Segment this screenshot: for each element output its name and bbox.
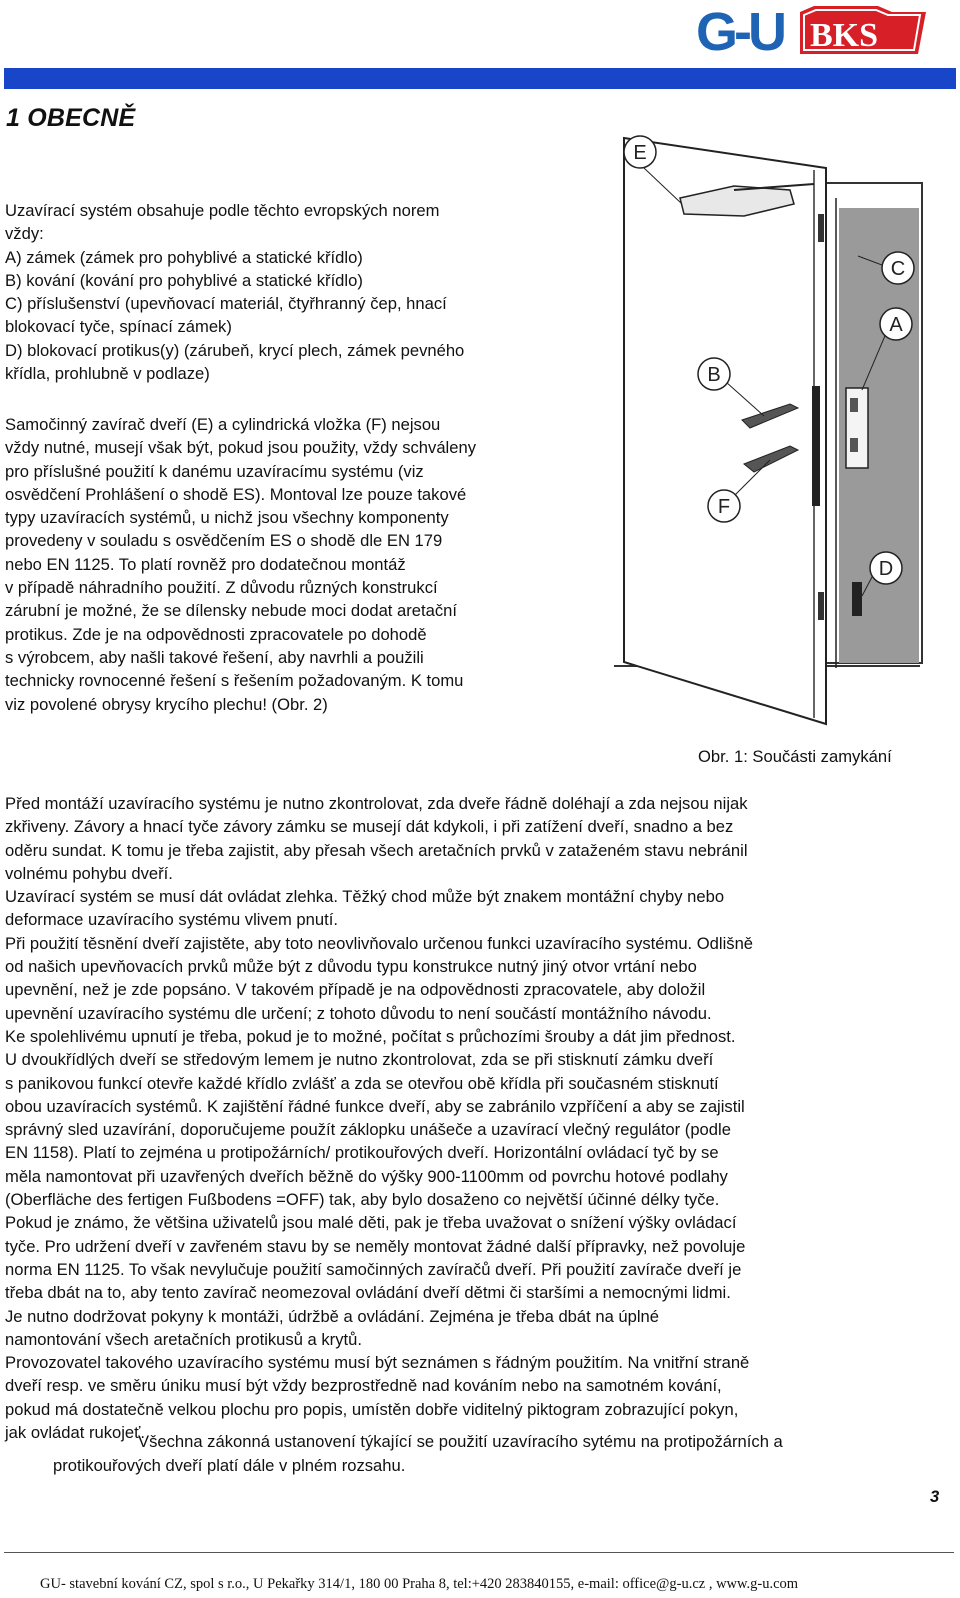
- text-line: pro příslušné použití k danému uzavíracímu systému (viz: [5, 461, 424, 481]
- text-line: A) zámek (zámek pro pohyblivé a statické křídlo): [5, 247, 363, 267]
- text-line: Při použití těsnění dveří zajistěte, aby toto neovlivňovalo určenou funkci uzavíracího systému. Odlišně: [5, 933, 754, 953]
- page-number: 3: [930, 1487, 940, 1506]
- text-line: zkřiveny. Závory a hnací tyče závory zámku se musejí dát kdykoli, i při zatížení dveří, snadno a bez: [5, 817, 734, 837]
- intro-paragraph: [5, 199, 464, 385]
- text-line: upevnění uzavíracího systému dle určení; z tohoto důvodu to není součástí montážního návodu.: [5, 1003, 712, 1023]
- figure-label-c: C: [890, 258, 906, 280]
- gu-bks-logo: [696, 2, 942, 58]
- figure-label-a: A: [889, 314, 903, 336]
- text-line: Před montáží uzavíracího systému je nutno zkontrolovat, zda dveře řádně doléhají a zda nejsou nijak: [5, 794, 748, 813]
- text-line: pokud má dostatečně velkou plochu pro popis, umístěn dobře viditelný piktogram zobrazující pokyn,: [5, 1399, 739, 1419]
- text-line: obou uzavíracích systémů. K zajištění řádné funkce dveří, aby se zabránilo vzpříčení a aby se zajistil: [5, 1096, 745, 1116]
- footer-contact: GU- stavební kování CZ, spol s r.o., U Pekařky 314/1, 180 00 Praha 8, tel:+420 283840155, e-mail: office@g-u.cz , www.g-u.com: [40, 1576, 799, 1592]
- door-leaf: [624, 138, 826, 724]
- text-line: protikus. Zde je na odpovědnosti zpracovatele po dohodě: [5, 624, 427, 644]
- text-line: technicky rovnocenné řešení s řešením požadovaným. K tomu: [5, 671, 464, 691]
- closing-line-1: Všechna zákonná ustanovení týkající se použití uzavíracího sytému na protipožárních a: [138, 1432, 783, 1451]
- figure-label-e: E: [633, 142, 647, 164]
- text-line: namontování všech aretačních protikusů a krytů.: [5, 1329, 362, 1349]
- figure-label-b: B: [707, 364, 721, 386]
- text-line: EN 1158). Platí to zejména u protipožárních/ protikouřových dveří. Horizontální ovládací tyč by se: [5, 1143, 719, 1163]
- figure-caption: Obr. 1: Součásti zamykání: [698, 747, 892, 766]
- figure-label-d: D: [878, 558, 894, 580]
- section-heading: 1 OBECNĚ: [6, 104, 136, 132]
- text-line: deformace uzavíracího systému vlivem pnutí.: [5, 910, 338, 930]
- text-line: Uzavírací systém obsahuje podle těchto evropských norem: [5, 201, 440, 220]
- text-line: U dvoukřídlých dveří se středovým lemem je nutno zkontrolovat, zda se při stisknutí zámku dveří: [5, 1050, 714, 1070]
- text-line: zárubní je možné, že se dílensky nebude moci dodat aretační: [5, 601, 457, 621]
- text-line: viz povolené obrysy krycího plechu! (Obr. 2): [5, 694, 328, 714]
- text-line: s panikovou funkcí otevře každé křídlo zvlášť a zda se otevřou obě křídla při současném stisknutí: [5, 1073, 719, 1093]
- text-line: Pokud je známo, že většina uživatelů jsou malé děti, pak je třeba uvažovat o snížení výšky ovládací: [5, 1213, 737, 1233]
- text-line: třeba dbát na to, aby tento zavírač neomezoval ovládání dveří dětmi či staršími a nemocnými lidmi.: [5, 1283, 731, 1303]
- text-line: B) kování (kování pro pohyblivé a statické křídlo): [5, 270, 363, 290]
- closing-line-2: protikouřových dveří platí dále v plném rozsahu.: [53, 1456, 406, 1475]
- text-line: (Oberfläche des fertigen Fußbodens =OFF) tak, aby bylo dosaženo co největší účinné délky tyče.: [5, 1190, 720, 1210]
- text-line: nebo EN 1125. To platí rovněž pro dodatečnou montáž: [5, 554, 406, 574]
- header-bar: [4, 68, 956, 89]
- text-line: blokovací tyče, spínací zámek): [5, 317, 232, 337]
- text-line: s výrobcem, aby našli takové řešení, aby navrhli a použili: [5, 647, 424, 667]
- text-line: dveří resp. ve směru úniku musí být vždy bezprostředně nad kováním nebo na samotném kování,: [5, 1376, 722, 1396]
- text-line: správný sled uzavírání, doporučujeme použít záklopku unášeče a uzavírací vlečný regulátor (podle: [5, 1120, 731, 1140]
- text-line: typy uzavíracích systémů, u nichž jsou všechny komponenty: [5, 508, 449, 528]
- text-line: Provozovatel takového uzavíracího systému musí být seznámen s řádným použitím. Na vnitřní straně: [5, 1353, 750, 1373]
- door-lock-components-figure: [614, 128, 946, 740]
- text-line: volnému pohybu dveří.: [5, 863, 173, 883]
- requirements-paragraph: [5, 413, 476, 716]
- text-line: v případě náhradního použití. Z důvodu různých konstrukcí: [5, 578, 438, 598]
- text-line: Ke spolehlivému upnutí je třeba, pokud je to možné, počítat s průchozími šrouby a dát jim přednost.: [5, 1026, 736, 1046]
- text-line: osvědčení Prohlášení o shodě ES). Montoval lze pouze takové: [5, 484, 467, 504]
- logo-gu-text: G-U: [696, 2, 783, 58]
- text-line: C) příslušenství (upevňovací materiál, čtyřhranný čep, hnací: [5, 294, 447, 314]
- text-line: křídla, prohlubně v podlaze): [5, 364, 210, 384]
- text-line: Uzavírací systém se musí dát ovládat zlehka. Těžký chod může být znakem montážní chyby nebo: [5, 887, 725, 907]
- text-line: norma EN 1125. To však nevylučuje použití samočinných zavíračů dveří. Při použití zavírače dveří je: [5, 1259, 742, 1279]
- text-line: vždy nutné, musejí však být, pokud jsou použity, vždy schváleny: [5, 438, 477, 458]
- footer-divider: [4, 1552, 954, 1553]
- text-line: vždy:: [5, 224, 44, 244]
- text-line: jak ovládat rukojeť.: [5, 1423, 145, 1443]
- text-line: upevnění, než je zde popsáno. V takovém případě je na odpovědnosti zpracovatele, aby doložil: [5, 980, 706, 1000]
- text-line: oděru sundat. K tomu je třeba zajistit, aby přesah všech aretačních prvků v zataženém stavu nebránil: [5, 840, 748, 860]
- text-line: provedeny v souladu s osvědčením ES o shodě dle EN 179: [5, 531, 443, 551]
- text-line: D) blokovací protikus(y) (zárubeň, krycí plech, zámek pevného: [5, 340, 465, 360]
- text-line: tyče. Pro udržení dveří v zavřeném stavu by se neměly montovat žádné další přípravky, než povoluje: [5, 1236, 746, 1256]
- body-paragraphs: [5, 792, 753, 1444]
- text-line: Je nutno dodržovat pokyny k montáži, údržbě a ovládání. Zejména je třeba dbát na úplné: [5, 1306, 660, 1326]
- text-line: měla namontovat při uzavřených dveřích běžně do výšky 900-1100mm od povrchu hotové podlahy: [5, 1166, 728, 1186]
- figure-label-f: F: [717, 496, 731, 518]
- text-line: od našich upevňovacích prvků může být z důvodu typu konstrukce nutný jiný otvor vrtání nebo: [5, 957, 697, 977]
- logo-bks-text: BKS: [810, 17, 879, 54]
- text-line: Samočinný zavírač dveří (E) a cylindrická vložka (F) nejsou: [5, 415, 441, 434]
- strike-plate: [812, 386, 820, 506]
